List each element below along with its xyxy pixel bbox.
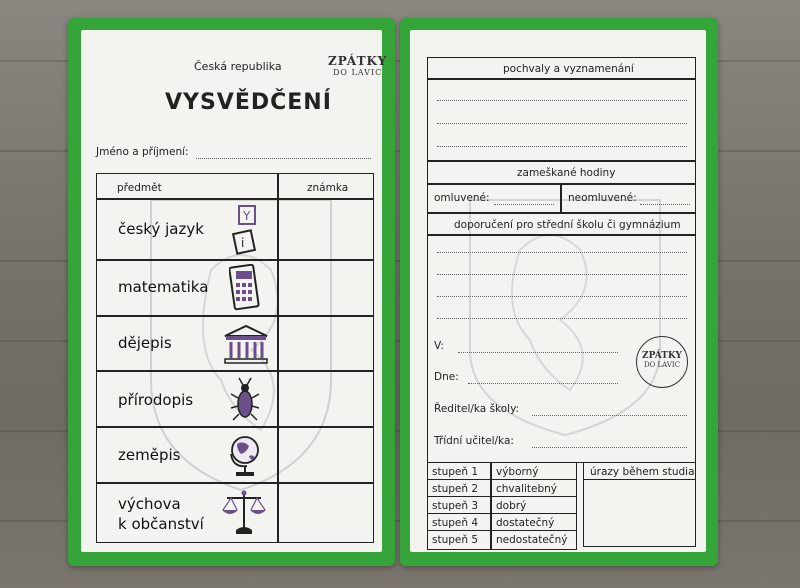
director-field[interactable] xyxy=(532,415,687,416)
brand-logo-line2: DO LAVIC xyxy=(332,68,383,77)
letter-blocks-icon xyxy=(231,204,261,256)
absences-title: zameškané hodiny xyxy=(517,167,616,179)
beetle-icon xyxy=(229,376,261,424)
stamp-line2: DO LAVIC xyxy=(643,361,681,369)
recommendation-line-4[interactable] xyxy=(437,318,687,319)
grade-level-1: stupeň 1 xyxy=(432,466,479,478)
subject-geography: zeměpis xyxy=(118,446,181,464)
subject-civics-line2: k občanství xyxy=(118,515,204,533)
country-label: Česká republika xyxy=(194,60,282,73)
director-label: Ředitel/ka školy: xyxy=(434,403,520,415)
recommendation-line-1[interactable] xyxy=(437,252,687,253)
grade-name-1: výborný xyxy=(496,466,539,478)
stamp-line1: ZPÁTKY xyxy=(642,351,682,361)
column-subject: předmět xyxy=(117,182,162,194)
praise-line-2[interactable] xyxy=(437,123,687,124)
place-field[interactable] xyxy=(458,352,618,353)
grade-name-3: dobrý xyxy=(496,500,527,512)
unexcused-field[interactable] xyxy=(640,204,690,205)
praise-title: pochvaly a vyznamenání xyxy=(503,63,634,75)
praise-line-3[interactable] xyxy=(437,146,687,147)
praise-line-1[interactable] xyxy=(437,100,687,101)
subject-math: matematika xyxy=(118,278,209,296)
right-page xyxy=(410,30,706,552)
subject-civics-line1: výchova xyxy=(118,495,181,513)
grade-name-2: chvalitebný xyxy=(496,483,558,495)
excused-label: omluvené: xyxy=(434,192,490,204)
brand-logo-line1: ZPÁTKY xyxy=(328,54,388,68)
report-card-right xyxy=(400,18,718,566)
scales-icon xyxy=(221,488,267,538)
svg-text:i: i xyxy=(241,236,245,250)
grade-level-5: stupeň 5 xyxy=(432,534,479,546)
school-stamp xyxy=(636,336,688,388)
teacher-field[interactable] xyxy=(532,447,687,448)
date-field[interactable] xyxy=(468,383,618,384)
report-card-left xyxy=(68,18,395,566)
grade-level-3: stupeň 3 xyxy=(432,500,479,512)
injuries-title: úrazy během studia xyxy=(590,466,695,478)
recommendation-line-3[interactable] xyxy=(437,296,687,297)
globe-icon xyxy=(227,432,263,478)
teacher-label: Třídní učitel/ka: xyxy=(434,435,514,447)
subject-biology: přírodopis xyxy=(118,391,194,409)
subject-czech: český jazyk xyxy=(118,220,204,238)
grade-name-5: nedostatečný xyxy=(496,534,568,546)
temple-icon xyxy=(223,324,269,366)
name-label: Jméno a příjmení: xyxy=(96,146,189,158)
column-grade: známka xyxy=(307,182,349,194)
recommendation-line-2[interactable] xyxy=(437,274,687,275)
grade-level-2: stupeň 2 xyxy=(432,483,479,495)
left-page xyxy=(81,30,388,552)
grade-name-4: dostatečný xyxy=(496,517,555,529)
date-label: Dne: xyxy=(434,371,459,383)
brand-logo xyxy=(328,54,387,77)
page-title: VYSVĚDČENÍ xyxy=(165,90,332,115)
calculator-icon xyxy=(229,264,261,312)
unexcused-label: neomluvené: xyxy=(568,192,637,204)
excused-field[interactable] xyxy=(494,204,554,205)
recommendation-title: doporučení pro střední školu či gymnázium xyxy=(454,219,681,231)
place-label: V: xyxy=(434,340,444,352)
subject-history: dějepis xyxy=(118,334,172,352)
name-field[interactable] xyxy=(196,158,371,159)
svg-text:Y: Y xyxy=(243,209,251,223)
grade-level-4: stupeň 4 xyxy=(432,517,479,529)
